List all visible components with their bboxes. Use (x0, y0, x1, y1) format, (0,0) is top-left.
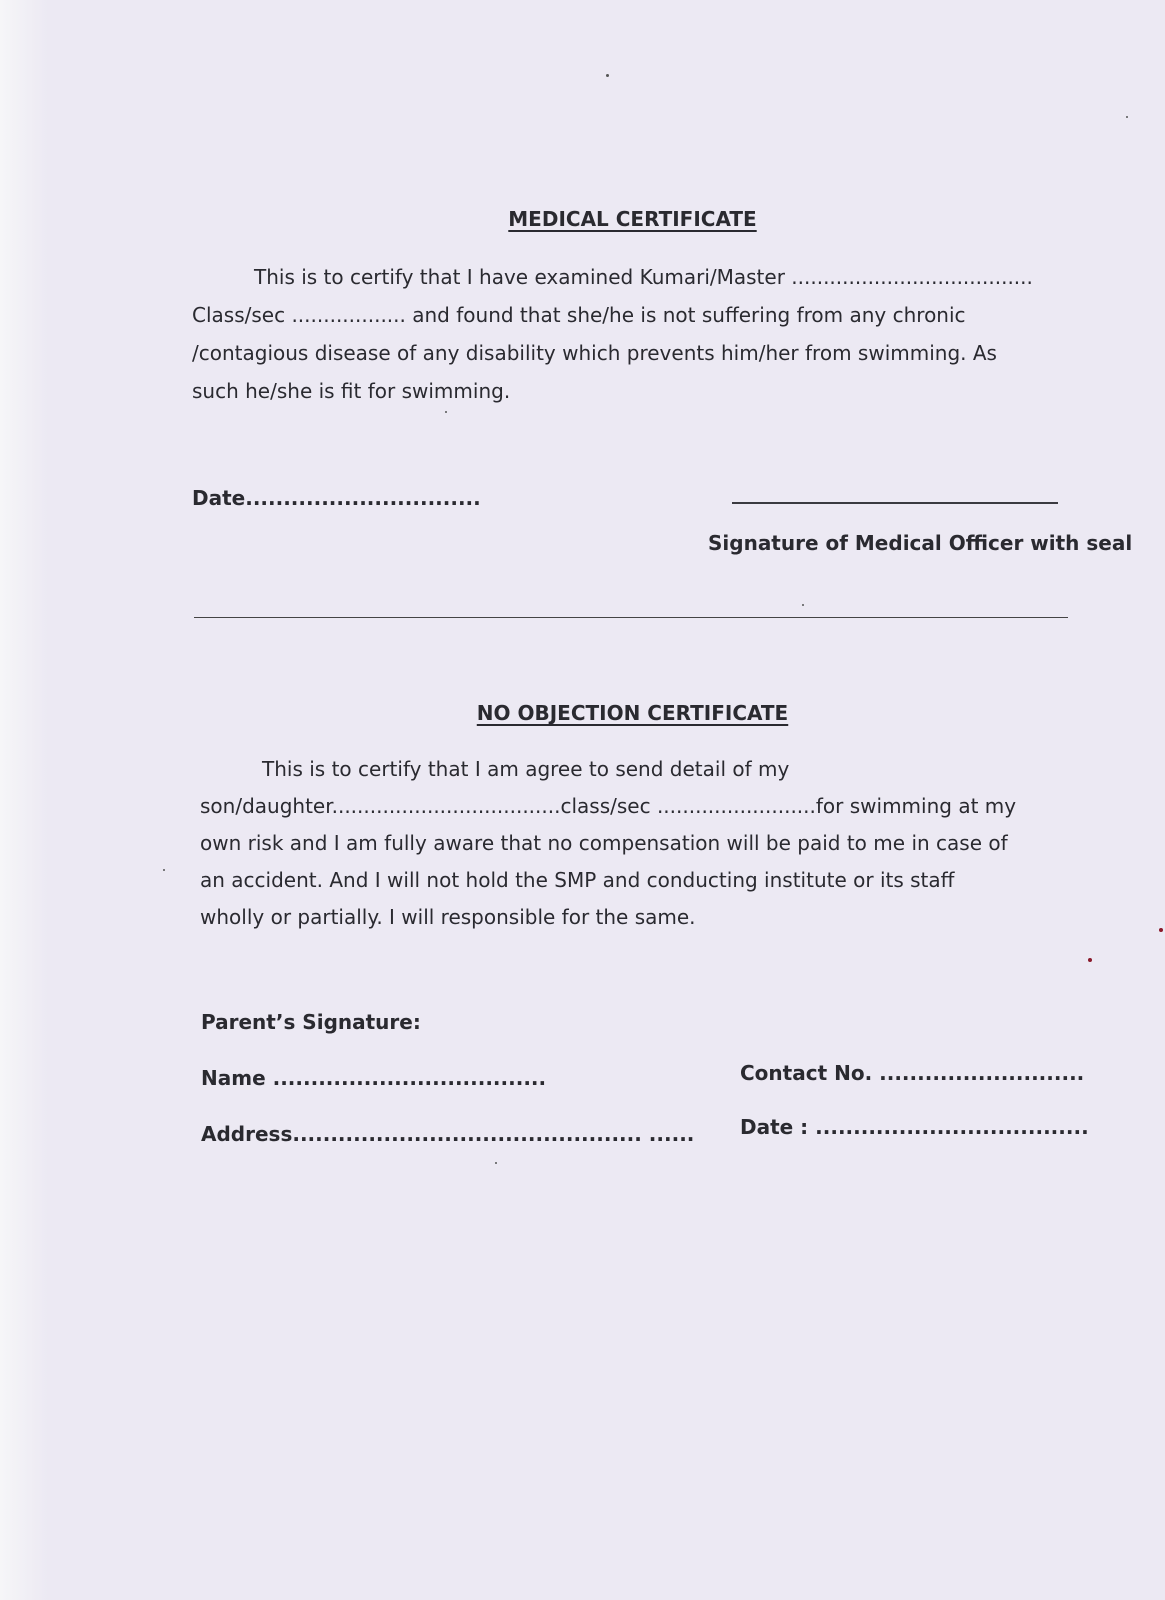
word: .................. (291, 303, 406, 327)
word: As (972, 341, 997, 365)
no-objection-certificate-body (200, 751, 1074, 936)
scan-speck (163, 869, 165, 871)
medical-line-4-text: such he/she is fit for swimming. (192, 379, 511, 403)
parent-signature-label: Parent’s Signature: (201, 1010, 421, 1034)
word: And (329, 868, 369, 892)
word: swimming. (857, 341, 967, 365)
word: not (662, 303, 696, 327)
word: and (289, 831, 328, 855)
word: disease (314, 341, 391, 365)
word: swimming (849, 794, 952, 818)
word: its (879, 868, 904, 892)
word: This (262, 757, 303, 781)
medical-certificate-body (192, 258, 1074, 410)
noc-line-1 (200, 751, 1074, 788)
word: will (387, 868, 421, 892)
word: agree (525, 757, 583, 781)
word: that (427, 757, 469, 781)
word: suffering (701, 303, 791, 327)
medical-line-1 (192, 258, 1074, 296)
scan-speck (1088, 958, 1092, 962)
word: SMP (554, 868, 597, 892)
word: and (602, 868, 641, 892)
word: own (200, 831, 242, 855)
word: certify (358, 757, 422, 781)
word: compensation (578, 831, 721, 855)
word: /contagious (192, 341, 309, 365)
word: she/he (566, 303, 635, 327)
word: I (333, 831, 340, 855)
word: in (911, 831, 930, 855)
word: paid (797, 831, 841, 855)
word: to (331, 757, 352, 781)
medical-line-1-text: This is to certify that I have examined Kumari/Master ...................................... (254, 265, 1033, 289)
word: is (309, 757, 326, 781)
scan-speck (606, 74, 609, 77)
noc-line-4 (200, 862, 1074, 899)
word: to (846, 831, 867, 855)
word: which (562, 341, 621, 365)
word: of (397, 341, 417, 365)
word: detail (669, 757, 727, 781)
word: case (936, 831, 983, 855)
contact-no-field-label: Contact No. ........................... (740, 1061, 1085, 1085)
word: any (849, 303, 887, 327)
word: am (346, 831, 378, 855)
word: not (426, 868, 460, 892)
scan-speck (495, 1162, 497, 1164)
word: the (515, 868, 548, 892)
address-field-label: Address.............................................. ...... (201, 1122, 695, 1146)
word: Class/sec (192, 303, 286, 327)
noc-line-5 (200, 899, 1074, 936)
word: chronic (892, 303, 966, 327)
word: send (615, 757, 664, 781)
word: is (640, 303, 657, 327)
name-field-label: Name .................................... (201, 1066, 547, 1090)
page-edge-shadow (0, 0, 48, 1600)
word: my (758, 757, 790, 781)
word: conducting (646, 868, 758, 892)
word: from (796, 303, 844, 327)
word: at (958, 794, 979, 818)
word: staff (910, 868, 955, 892)
word: hold (465, 868, 509, 892)
noc-line-2 (200, 788, 1074, 825)
scan-speck (1126, 116, 1128, 118)
word: am (487, 757, 519, 781)
word: any (422, 341, 460, 365)
word: disability (465, 341, 556, 365)
scan-speck (1159, 928, 1163, 932)
word: risk (247, 831, 284, 855)
word: no (547, 831, 573, 855)
word: or (853, 868, 874, 892)
noc-line-5-text: wholly or partially. I will responsible for the same. (200, 905, 696, 929)
word: accident. (231, 868, 323, 892)
word: of (732, 757, 752, 781)
word: him/her (721, 341, 799, 365)
scan-speck (802, 604, 804, 606)
word: from (805, 341, 852, 365)
word: .........................for (656, 794, 844, 818)
word: and (412, 303, 450, 327)
date-field-label: Date............................... (192, 486, 481, 510)
word: I (374, 868, 381, 892)
word: fully (384, 831, 427, 855)
scan-speck (445, 411, 447, 413)
word: prevents (626, 341, 715, 365)
no-objection-certificate-title: NO OBJECTION CERTIFICATE (476, 701, 789, 725)
word: I (474, 757, 481, 781)
medical-line-2 (192, 296, 1074, 334)
section-divider (194, 617, 1068, 618)
word: will (726, 831, 760, 855)
medical-line-4 (192, 372, 1074, 410)
word: aware (433, 831, 495, 855)
word: be (765, 831, 791, 855)
word: that (519, 303, 561, 327)
word: found (456, 303, 514, 327)
signature-line (732, 502, 1058, 504)
word: of (988, 831, 1008, 855)
medical-certificate-title: MEDICAL CERTIFICATE (508, 207, 757, 231)
word: me (873, 831, 906, 855)
word: to (588, 757, 609, 781)
word: institute (764, 868, 847, 892)
medical-officer-signature-label: Signature of Medical Officer with seal (708, 531, 1133, 555)
noc-date-field-label: Date : .................................... (740, 1115, 1089, 1139)
word: my (984, 794, 1017, 818)
noc-line-3 (200, 825, 1074, 862)
word: son/daughter....................................class/sec (200, 794, 651, 818)
medical-line-3 (192, 334, 1074, 372)
word: that (500, 831, 542, 855)
word: an (200, 868, 225, 892)
